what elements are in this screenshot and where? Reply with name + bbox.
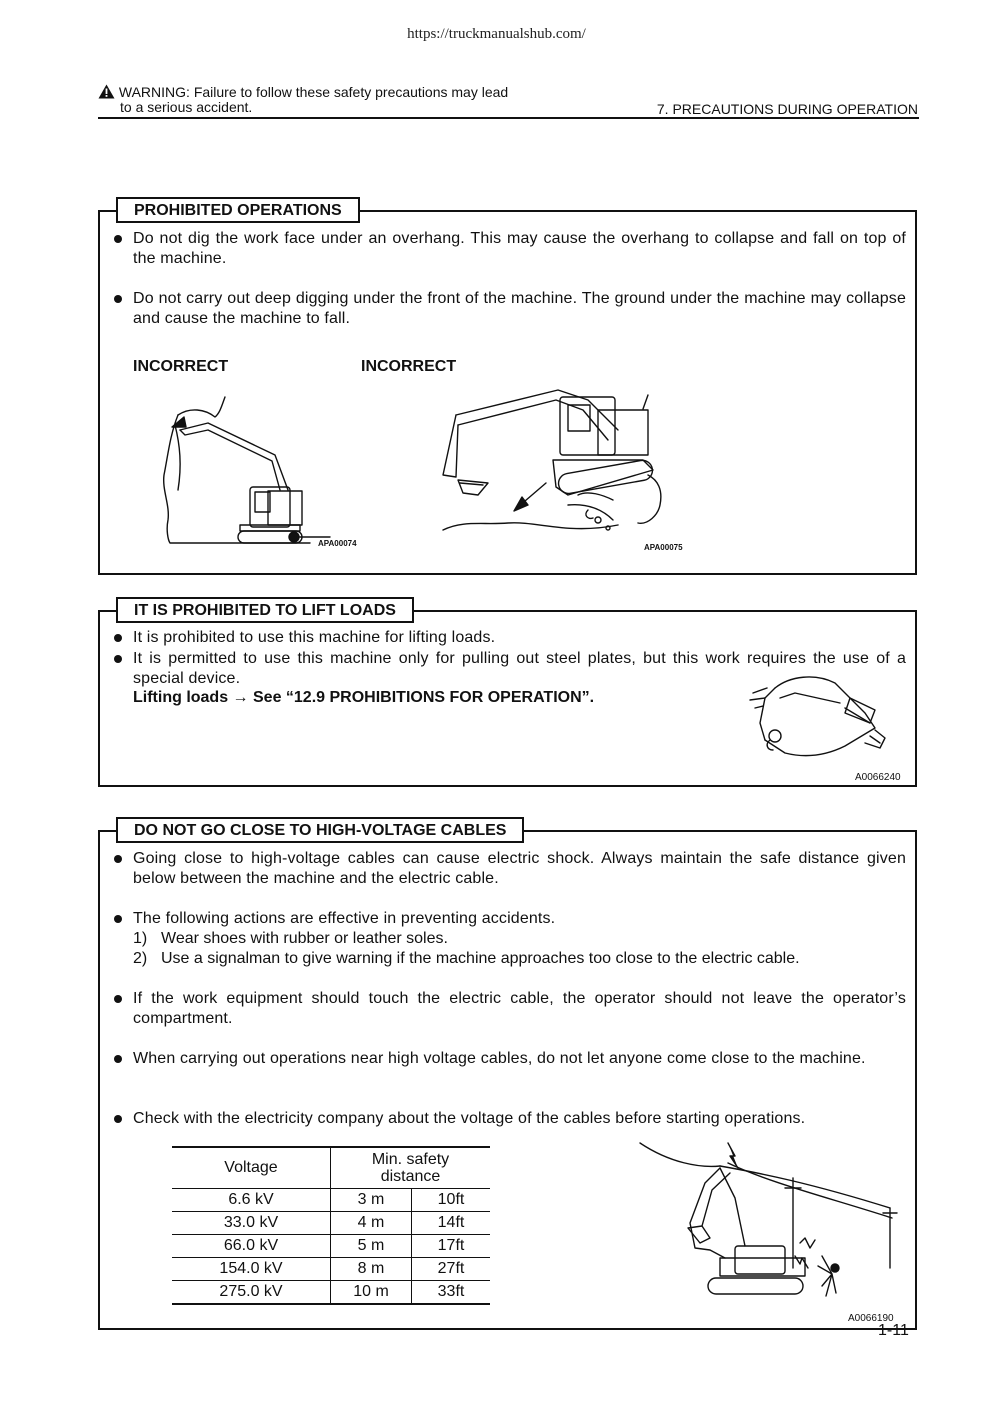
bullet-dot — [114, 915, 122, 923]
figure-code: A0066190 — [848, 1313, 894, 1324]
list-item: Going close to high-voltage cables can cause electric shock. Always maintain the safe distance given below between the machine and the electric cable. — [114, 849, 906, 889]
bullet-dot — [114, 655, 122, 663]
overhang-excavator-illustration — [160, 395, 340, 550]
bullet-dot — [114, 235, 122, 243]
bucket-hook-illustration — [745, 668, 890, 773]
high-voltage-cable-illustration — [640, 1138, 900, 1308]
bullet-dot — [114, 1055, 122, 1063]
deep-digging-excavator-illustration — [438, 385, 668, 545]
incorrect-label-right: INCORRECT — [361, 358, 457, 375]
list-item: Do not dig the work face under an overhang. This may cause the overhang to collapse and fall on top of the machine. — [114, 229, 906, 269]
safety-distance-table — [172, 1146, 490, 1305]
figure-code: APA00074 — [318, 539, 357, 548]
list-item: When carrying out operations near high voltage cables, do not let anyone come close to the machine. — [114, 1049, 906, 1069]
chapter-title: 7. PRECAUTIONS DURING OPERATION — [656, 101, 918, 117]
tab-connector — [98, 610, 116, 612]
warning-line-1: WARNING: Failure to follow these safety precautions may lead — [118, 84, 509, 100]
warning-header — [98, 84, 508, 115]
lift-loads-title: IT IS PROHIBITED TO LIFT LOADS — [116, 597, 414, 623]
bullet-dot — [114, 855, 122, 863]
figure-code: APA00075 — [644, 543, 683, 552]
lifting-reference: Lifting loads → See “12.9 PROHIBITIONS FOR OPERATION”. — [133, 689, 595, 706]
header-rule — [98, 117, 919, 119]
list-item: It is permitted to use this machine only for pulling out steel plates, but this work requires the use of a special device. — [114, 649, 906, 689]
bullet-dot — [114, 295, 122, 303]
tab-connector — [98, 210, 116, 212]
page-number: 1-11 — [878, 1322, 909, 1339]
figure-code: A0066240 — [855, 772, 901, 783]
prohibited-operations-title: PROHIBITED OPERATIONS — [116, 197, 360, 223]
source-url[interactable]: https://truckmanualshub.com/ — [407, 26, 586, 42]
list-item: It is prohibited to use this machine for lifting loads. — [114, 628, 906, 648]
table-row: 154.0 kV 8 m 27ft — [172, 1258, 490, 1281]
warning-triangle-icon — [98, 84, 115, 99]
column-header-distance: Min. safety distance — [331, 1147, 491, 1189]
list-item: Do not carry out deep digging under the front of the machine. The ground under the machine may collapse and cause the machine to fall. — [114, 289, 906, 329]
high-voltage-title: DO NOT GO CLOSE TO HIGH-VOLTAGE CABLES — [116, 817, 524, 843]
column-header-voltage: Voltage — [172, 1147, 331, 1189]
sub-item: 1) Wear shoes with rubber or leather soles. — [133, 930, 448, 947]
table-row: 33.0 kV 4 m 14ft — [172, 1212, 490, 1235]
bullet-dot — [114, 1115, 122, 1123]
incorrect-label-left: INCORRECT — [133, 358, 229, 375]
sub-item: 2) Use a signalman to give warning if the machine approaches too close to the electric cable. — [133, 950, 800, 967]
table-row: 6.6 kV 3 m 10ft — [172, 1189, 490, 1212]
bullet-dot — [114, 995, 122, 1003]
bullet-dot — [114, 634, 122, 642]
table-row: 275.0 kV 10 m 33ft — [172, 1281, 490, 1305]
list-item: The following actions are effective in preventing accidents. — [114, 909, 906, 929]
list-item: If the work equipment should touch the electric cable, the operator should not leave the operator’s compartment. — [114, 989, 906, 1029]
table-row: 66.0 kV 5 m 17ft — [172, 1235, 490, 1258]
tab-connector — [98, 830, 116, 832]
list-item: Check with the electricity company about the voltage of the cables before starting operations. — [114, 1109, 906, 1129]
warning-line-2: to a serious accident. — [120, 99, 253, 115]
